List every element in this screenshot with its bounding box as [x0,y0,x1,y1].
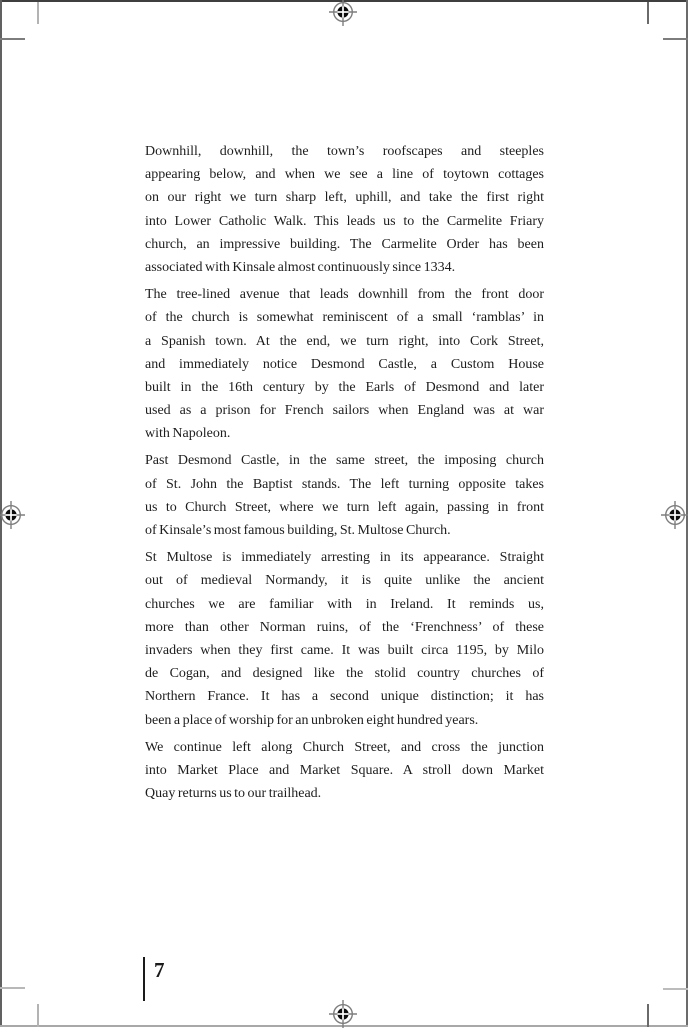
text-line: built in the 16th century by the Earls of Desmond and later [145,379,544,395]
text-line: and immediately notice Desmond Castle, a Custom House [145,356,544,372]
text-line: Quay returns us to our trailhead. [145,786,322,802]
text-line: associated with Kinsale almost continuously since 1334. [145,259,456,275]
text-line: St Multose is immediately arresting in its appearance. Straight [145,550,544,566]
registration-mark-icon [328,999,358,1029]
crop-mark-icon [647,1004,649,1027]
text-line: of the church is somewhat reminiscent of a small ‘ramblas’ in [145,310,544,326]
text-line: of St. John the Baptist stands. The left turning opposite takes [145,476,544,492]
folio-rule [143,957,145,1001]
text-line: with Napoleon. [145,426,231,442]
text-line: into Market Place and Market Square. A stroll down Market [145,762,544,778]
crop-mark-icon [663,988,688,990]
paragraph [145,546,544,732]
crop-mark-icon [37,2,39,24]
text-line: The tree-lined avenue that leads downhill from the front door [145,287,544,303]
text-line: a Spanish town. At the end, we turn right, into Cork Street, [145,333,544,349]
text-line: churches we are familiar with in Ireland. It reminds us, [145,596,544,612]
text-line: de Cogan, and designed like the stolid country churches of [145,666,544,682]
page-number: 7 [154,958,165,982]
body-text [145,140,544,809]
crop-mark-icon [0,38,25,40]
text-line: appearing below, and when we see a line of toytown cottages [145,167,544,183]
registration-mark-icon [328,0,358,27]
text-line: Downhill, downhill, the town’s roofscapes and steeples [145,144,544,159]
crop-mark-icon [37,1004,39,1027]
paragraph [145,449,544,542]
text-line: on our right we turn sharp left, uphill, and take the first right [145,190,544,206]
paragraph [145,140,544,279]
text-line: out of medieval Normandy, it is quite unlike the ancient [145,573,544,589]
crop-mark-icon [0,987,25,989]
text-line: more than other Norman ruins, of the ‘Frenchness’ of these [145,619,544,635]
text-line: us to Church Street, where we turn left again, passing in front [145,499,544,515]
text-line: Northern France. It has a second unique distinction; it has [145,689,544,705]
registration-mark-icon [0,500,26,530]
paragraph [145,283,544,445]
text-line: We continue left along Church Street, and cross the junction [145,739,544,755]
text-line: used as a prison for French sailors when England was at war [145,403,544,419]
text-line: invaders when they first came. It was built circa 1195, by Milo [145,642,544,658]
text-line: into Lower Catholic Walk. This leads us to the Carmelite Friary [145,213,544,229]
crop-mark-icon [647,2,649,24]
registration-mark-icon [660,500,688,530]
text-line: of Kinsale’s most famous building, St. Multose Church. [145,523,451,538]
crop-mark-icon [663,38,688,40]
text-line: Past Desmond Castle, in the same street, the imposing church [145,453,544,469]
text-line: church, an impressive building. The Carmelite Order has been [145,236,544,252]
paragraph [145,736,544,806]
text-line: been a place of worship for an unbroken eight hundred years. [145,712,479,728]
